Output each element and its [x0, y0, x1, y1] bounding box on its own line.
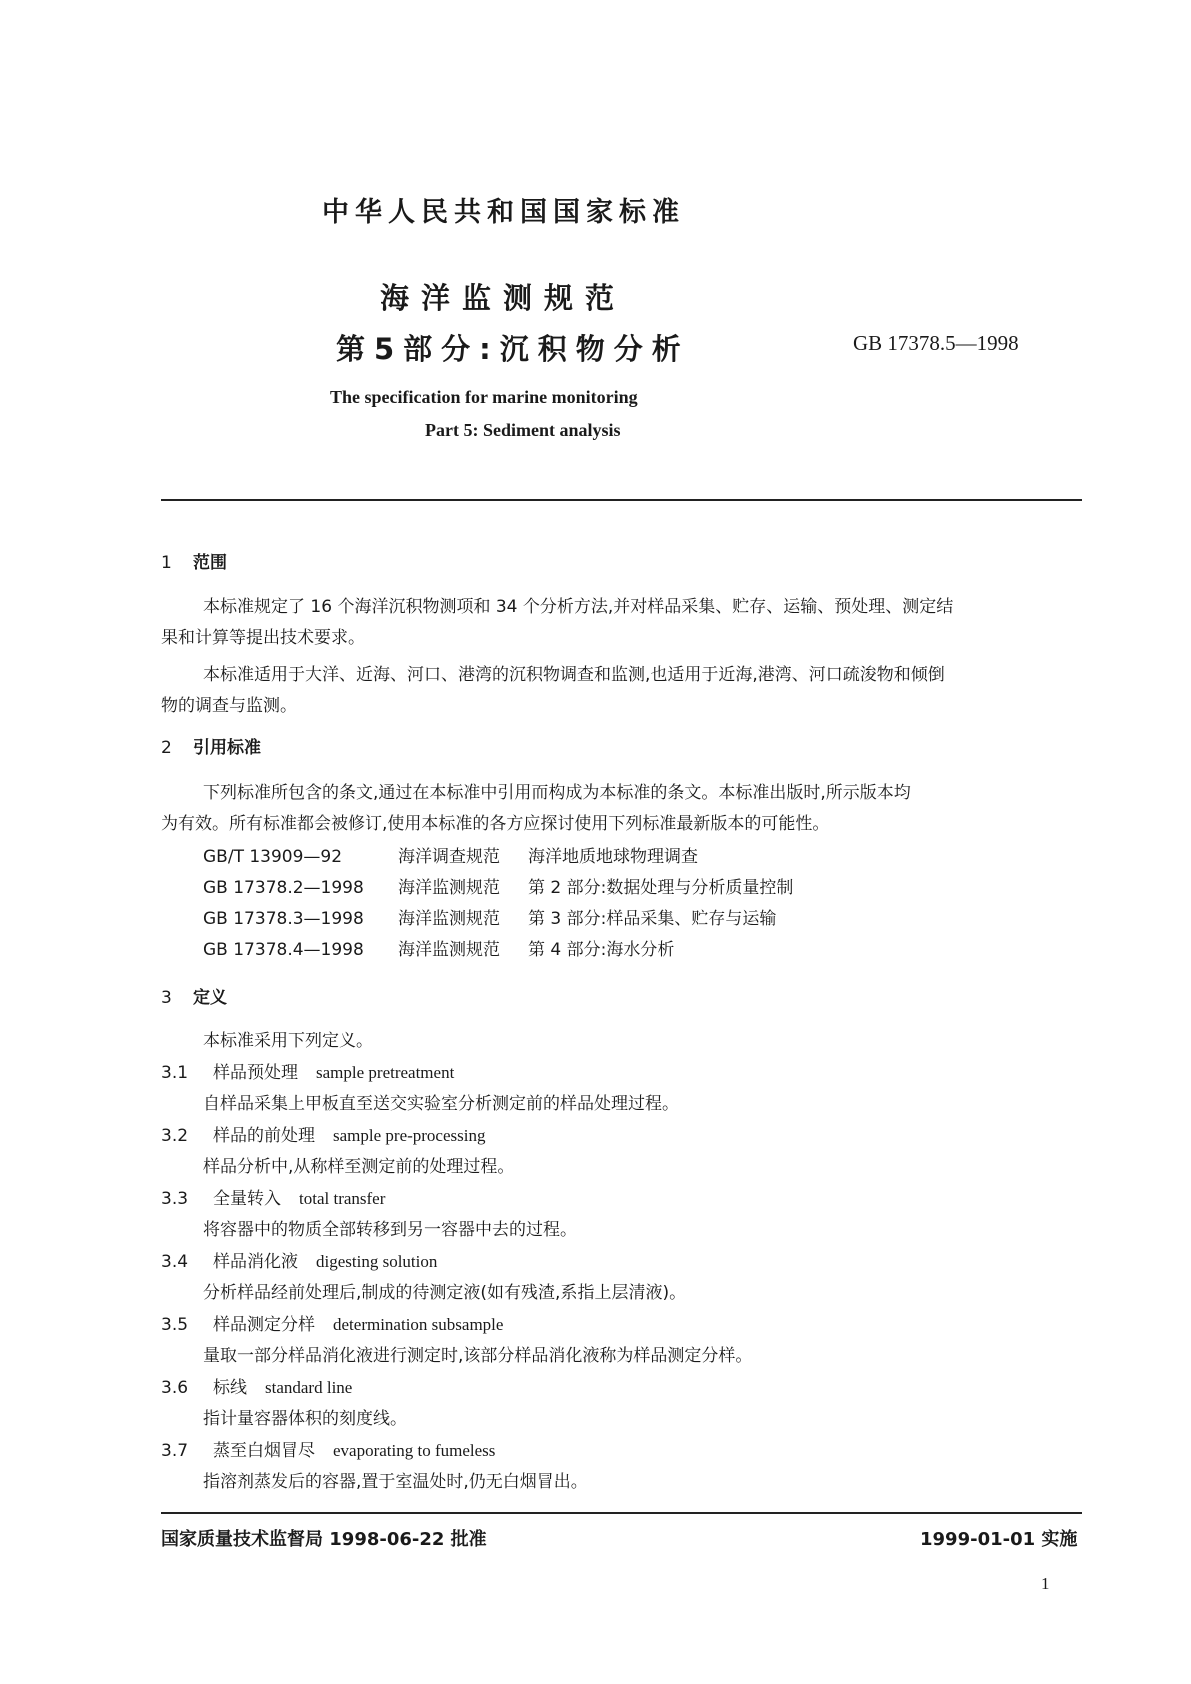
english-title: The specification for marine monitoring: [330, 387, 638, 407]
paragraph-line: 物的调查与监测。: [161, 696, 297, 716]
reference-row: [203, 904, 776, 929]
section-heading-references: [161, 733, 261, 758]
definition-number: 3.2: [161, 1126, 189, 1146]
definition-description: 自样品采集上甲板直至送交实验室分析测定前的样品处理过程。: [203, 1094, 679, 1114]
definition-term-cn: 样品消化液: [213, 1252, 298, 1272]
reference-part: 第 2 部分:数据处理与分析质量控制: [528, 878, 794, 898]
definition-term-en: evaporating to fumeless: [333, 1441, 496, 1460]
definition-term-en: digesting solution: [316, 1252, 438, 1271]
reference-name: 海洋监测规范: [398, 940, 500, 960]
definition-number: 3.6: [161, 1378, 189, 1398]
paragraph-line: 本标准采用下列定义。: [203, 1031, 373, 1051]
definition-term-cn: 全量转入: [213, 1189, 281, 1209]
definition-term: [161, 1373, 352, 1398]
reference-row: [203, 842, 698, 867]
definition-term-cn: 样品的前处理: [213, 1126, 315, 1146]
section-heading-scope: [161, 548, 227, 573]
footer-divider: [161, 1512, 1082, 1514]
definition-number: 3.1: [161, 1063, 189, 1083]
definition-number: 3.5: [161, 1315, 189, 1335]
definition-term: [161, 1184, 385, 1209]
reference-part: 第 3 部分:样品采集、贮存与运输: [528, 909, 777, 929]
definition-number: 3.3: [161, 1189, 189, 1209]
definition-term-en: sample pre-processing: [333, 1126, 486, 1145]
definition-description: 指计量容器体积的刻度线。: [203, 1409, 407, 1429]
definition-term: [161, 1121, 485, 1146]
definition-term-cn: 蒸至白烟冒尽: [213, 1441, 315, 1461]
document-subtitle: 第5部分:沉积物分析: [336, 332, 690, 366]
standard-code: GB 17378.5—1998: [853, 331, 1019, 355]
header-divider: [161, 499, 1082, 501]
reference-name: 海洋监测规范: [398, 878, 500, 898]
english-subtitle: Part 5: Sediment analysis: [425, 420, 621, 440]
definition-term: [161, 1247, 437, 1272]
reference-code: GB/T 13909—92: [203, 847, 343, 867]
section-title: 引用标准: [193, 738, 261, 758]
definition-term: [161, 1058, 454, 1083]
reference-name: 海洋监测规范: [398, 909, 500, 929]
definition-term: [161, 1310, 503, 1335]
reference-code: GB 17378.4—1998: [203, 940, 364, 960]
definition-term-en: sample pretreatment: [316, 1063, 455, 1082]
approval-date: 国家质量技术监督局 1998-06-22 批准: [161, 1529, 487, 1550]
definition-number: 3.4: [161, 1252, 189, 1272]
section-title: 范围: [193, 553, 227, 573]
definition-term-en: standard line: [265, 1378, 353, 1397]
paragraph-line: 为有效。所有标准都会被修订,使用本标准的各方应探讨使用下列标准最新版本的可能性。: [161, 814, 830, 834]
reference-code: GB 17378.2—1998: [203, 878, 364, 898]
definition-description: 指溶剂蒸发后的容器,置于室温处时,仍无白烟冒出。: [203, 1472, 588, 1492]
reference-row: [203, 935, 674, 960]
section-title: 定义: [193, 988, 227, 1008]
definition-term-en: determination subsample: [333, 1315, 504, 1334]
section-number: 1: [161, 553, 172, 573]
definition-description: 样品分析中,从称样至测定前的处理过程。: [203, 1157, 515, 1177]
section-number: 2: [161, 738, 172, 758]
definition-term-cn: 标线: [213, 1378, 247, 1398]
reference-name: 海洋调查规范: [398, 847, 500, 867]
national-standard-heading: 中华人民共和国国家标准: [322, 197, 685, 228]
effective-date: 1999-01-01 实施: [920, 1529, 1078, 1550]
reference-part: 第 4 部分:海水分析: [528, 940, 675, 960]
definition-description: 量取一部分样品消化液进行测定时,该部分样品消化液称为样品测定分样。: [203, 1346, 753, 1366]
definition-term-cn: 样品预处理: [213, 1063, 298, 1083]
paragraph-line: 果和计算等提出技术要求。: [161, 628, 365, 648]
reference-part: 海洋地质地球物理调查: [528, 847, 698, 867]
definition-description: 分析样品经前处理后,制成的待测定液(如有残渣,系指上层清液)。: [203, 1283, 687, 1303]
definition-term: [161, 1436, 495, 1461]
page-number: 1: [1041, 1574, 1050, 1593]
definition-number: 3.7: [161, 1441, 189, 1461]
paragraph-line: 下列标准所包含的条文,通过在本标准中引用而构成为本标准的条文。本标准出版时,所示版本均: [203, 783, 911, 803]
paragraph-line: 本标准规定了 16 个海洋沉积物测项和 34 个分析方法,并对样品采集、贮存、运输、预处理、测定结: [203, 597, 954, 617]
definition-term-cn: 样品测定分样: [213, 1315, 315, 1335]
reference-code: GB 17378.3—1998: [203, 909, 364, 929]
definition-term-en: total transfer: [299, 1189, 386, 1208]
section-heading-definitions: [161, 983, 227, 1008]
document-title: 海洋监测规范: [380, 281, 627, 315]
definition-description: 将容器中的物质全部转移到另一容器中去的过程。: [203, 1220, 577, 1240]
paragraph-line: 本标准适用于大洋、近海、河口、港湾的沉积物调查和监测,也适用于近海,港湾、河口疏浚物和倾倒: [203, 665, 945, 685]
reference-row: [203, 873, 793, 898]
section-number: 3: [161, 988, 172, 1008]
